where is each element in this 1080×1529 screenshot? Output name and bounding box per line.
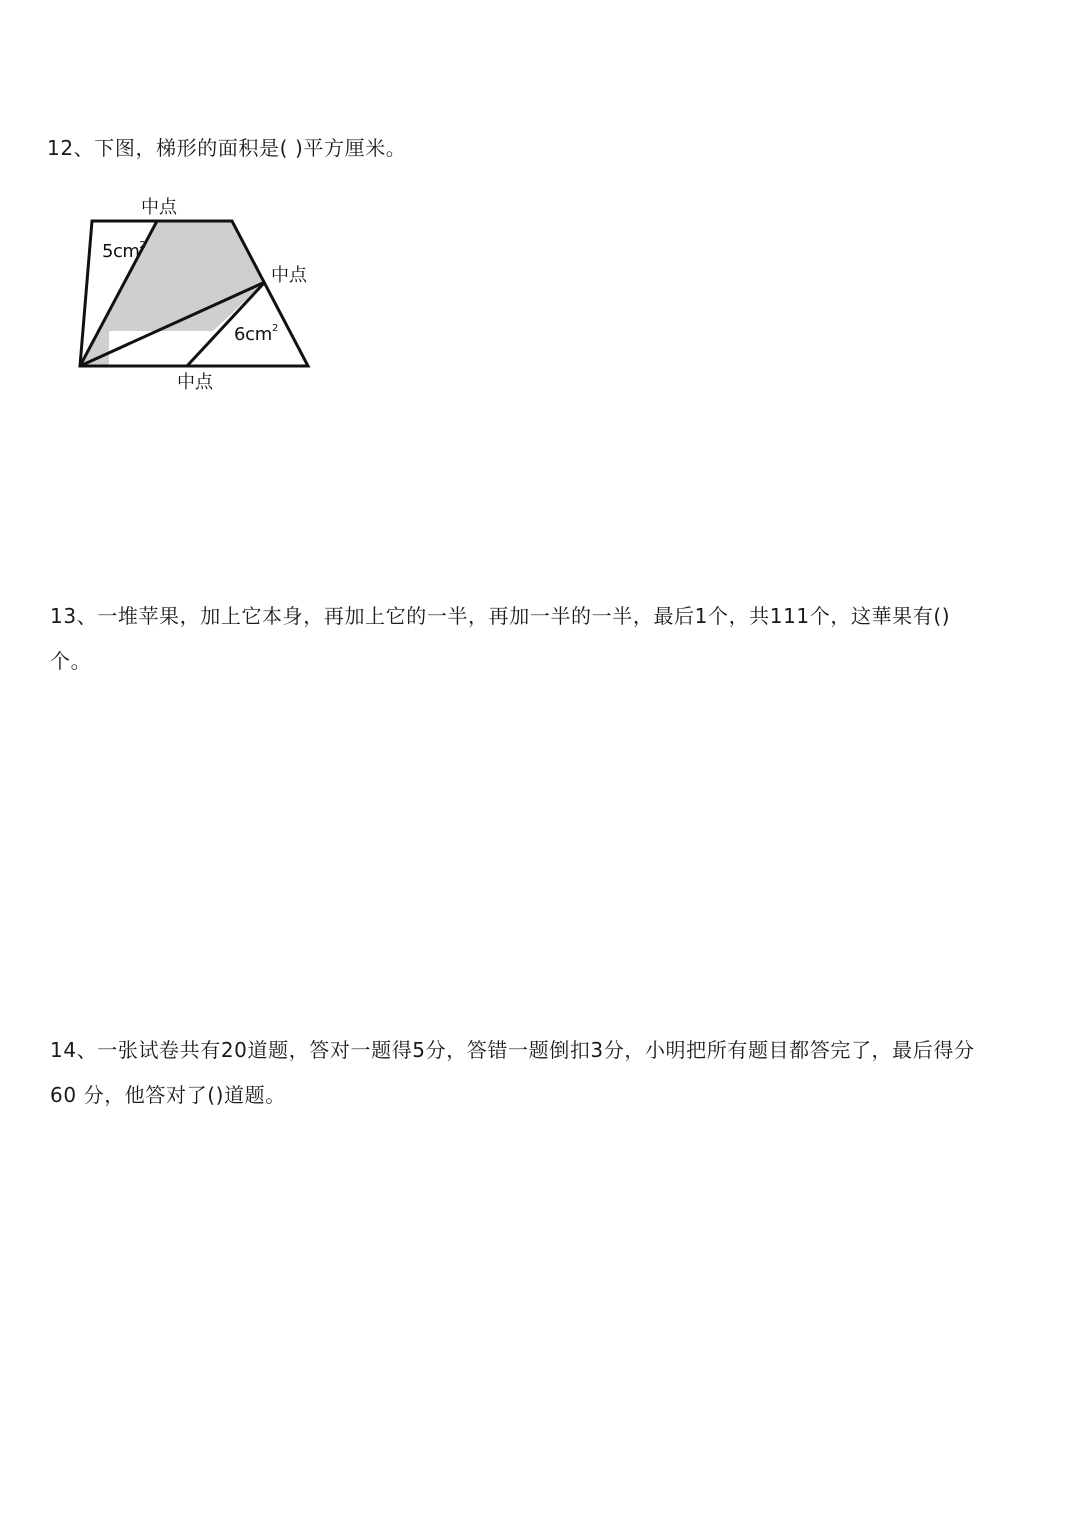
bottom-midpoint-label: 中点 [177,372,213,393]
question-13-line-2: 个。 [50,649,92,673]
unshaded-rectangle [109,331,213,366]
question-14 [50,1028,1030,1118]
trapezoid-diagram [60,185,330,400]
top-midpoint-label: 中点 [141,197,177,218]
question-13 [50,594,1030,684]
right-area-label [234,324,278,346]
left-area-label [102,241,145,263]
question-13-line-1: 13、一堆苹果，加上它本身，再加上它的一半，再加一半的一半，最后1个，共111个，这華果有() [50,604,951,628]
question-14-line-1: 14、一张试卷共有20道题，答对一题得5分，答错一题倒扣3分，小明把所有题目都答完了，最后得分 [50,1038,975,1062]
question-14-line-2: 60 分，他答对了()道题。 [50,1083,286,1107]
right-area-value: 6cm [234,324,272,345]
left-area-value: 5cm [102,241,140,262]
question-12-text: 12、下图，梯形的面积是( )平方厘米。 [47,136,407,160]
left-area-exponent: 2 [139,240,146,251]
right-midpoint-label: 中点 [271,265,307,286]
right-area-exponent: 2 [271,323,279,334]
question-12 [47,126,1027,171]
trapezoid-figure [60,185,330,400]
